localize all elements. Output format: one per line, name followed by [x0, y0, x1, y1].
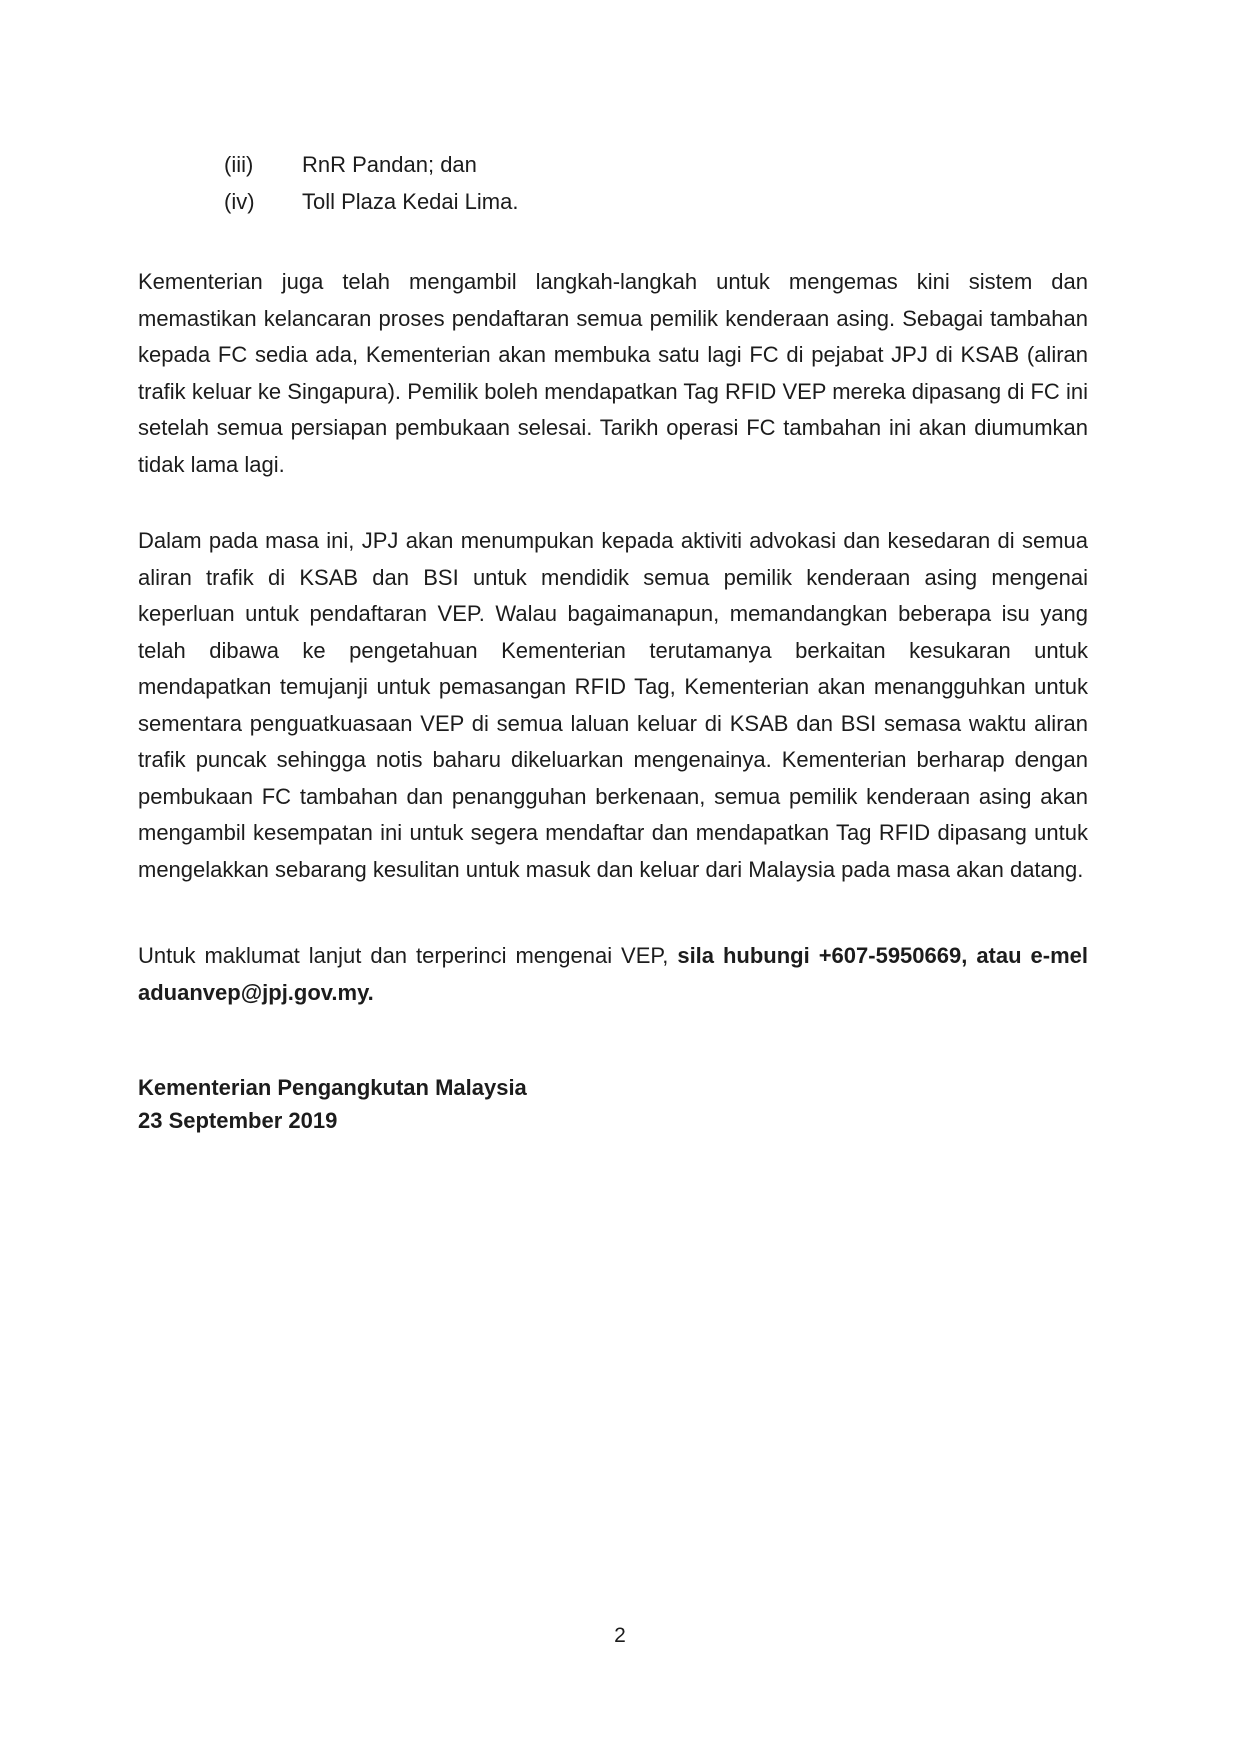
list-item-marker: (iv) [224, 188, 255, 214]
list-item [224, 147, 1088, 184]
paragraph-system-update: Kementerian juga telah mengambil langkah-langkah untuk mengemas kini sistem dan memastikan kelancaran proses pendaftaran semua pemilik kenderaan asing. Sebagai tambahan kepada FC sedia ada, Kementerian akan membuka satu lagi FC di pejabat JPJ di KSAB (aliran trafik keluar ke Singapura). Pemilik boleh mendapatkan Tag RFID VEP mereka dipasang di FC ini setelah semua persiapan pembukaan selesai. Tarikh operasi FC tambahan ini akan diumumkan tidak lama lagi. [138, 269, 1088, 477]
signature-organization: Kementerian Pengangkutan Malaysia [138, 1075, 527, 1100]
contact-info-phone-email: sila hubungi +607-5950669, atau e-mel aduanvep@jpj.gov.my. [138, 943, 1088, 1005]
signature-date: 23 September 2019 [138, 1108, 338, 1133]
signature-block [138, 1071, 1088, 1137]
list-item [224, 184, 1088, 221]
contact-info-lead-text: Untuk maklumat lanjut dan terperinci mengenai VEP, [138, 943, 678, 968]
numbered-list [138, 147, 1088, 220]
document-content [138, 147, 1088, 1137]
page-number: 2 [614, 1624, 626, 1647]
paragraph-contact-info [138, 938, 1088, 1011]
paragraph-advocacy-deferment: Dalam pada masa ini, JPJ akan menumpukan kepada aktiviti advokasi dan kesedaran di semua aliran trafik di KSAB dan BSI untuk mendidik semua pemilik kenderaan asing mengenai keperluan untuk pendaftaran VEP. Walau bagaimanapun, memandangkan beberapa isu yang telah dibawa ke pengetahuan Kementerian terutamanya berkaitan kesukaran untuk mendapatkan temujanji untuk pemasangan RFID Tag, Kementerian akan menangguhkan untuk sementara penguatkuasaan VEP di semua laluan keluar di KSAB dan BSI semasa waktu aliran trafik puncak sehingga notis baharu dikeluarkan mengenainya. Kementerian berharap dengan pembukaan FC tambahan dan penangguhan berkenaan, semua pemilik kenderaan asing akan mengambil kesempatan ini untuk segera mendaftar dan mendapatkan Tag RFID dipasang untuk mengelakkan sebarang kesulitan untuk masuk dan keluar dari Malaysia pada masa akan datang. [138, 528, 1088, 882]
list-item-text: RnR Pandan; dan [302, 152, 477, 177]
list-item-text: Toll Plaza Kedai Lima. [302, 188, 519, 214]
list-item-marker: (iii) [224, 152, 254, 177]
